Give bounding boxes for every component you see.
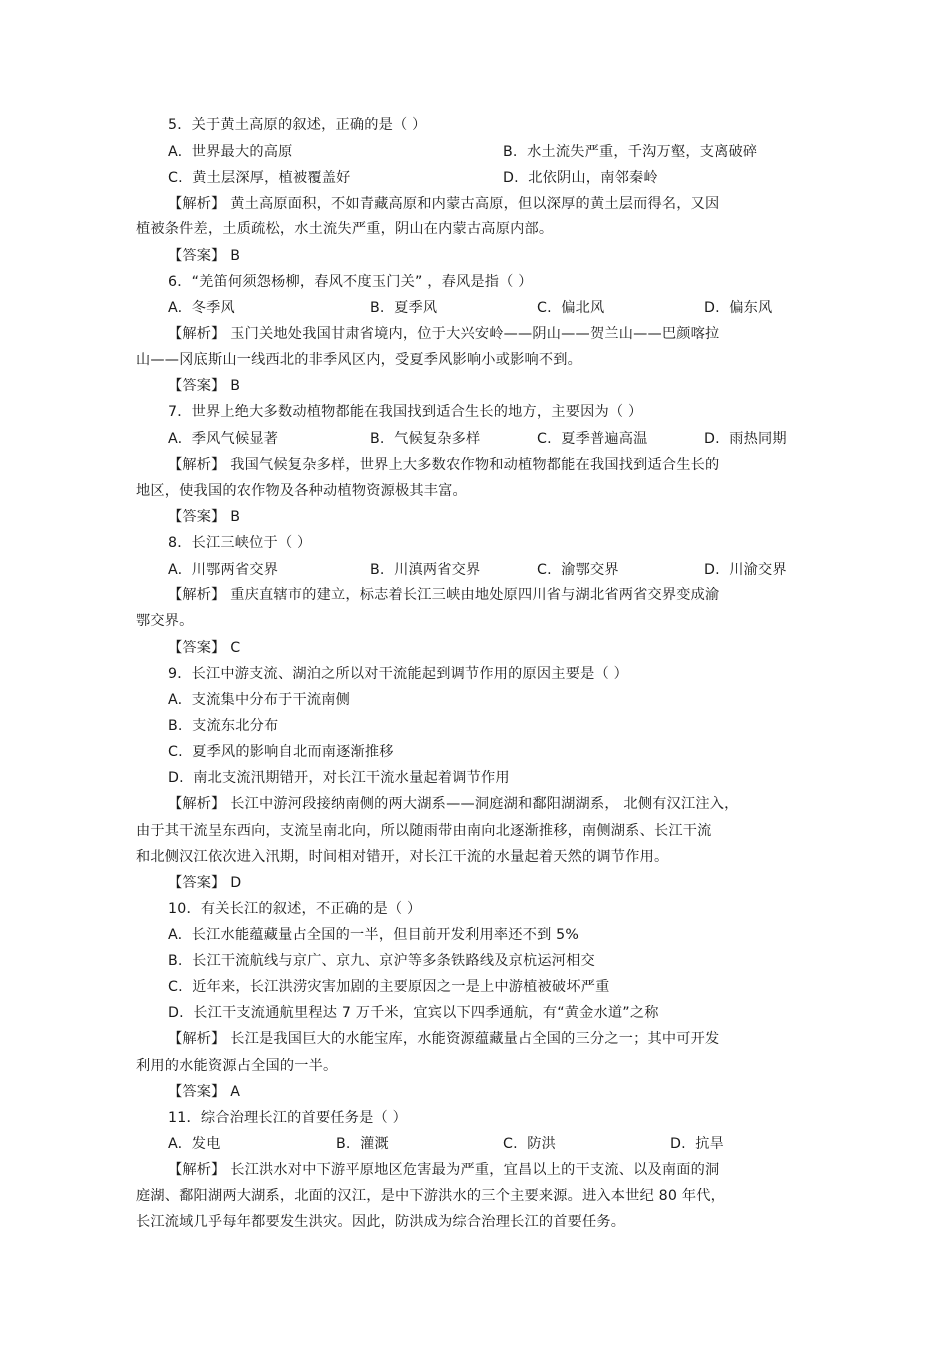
q8-option-c: C. 渝鄂交界 [537, 562, 619, 578]
q7-option-d: D. 雨热同期 [704, 431, 787, 447]
q10-option-d: D. 长江干支流通航里程达 7 万千米，宜宾以下四季通航，有“黄金水道”之称 [168, 1005, 659, 1021]
q6-stem: 6．“羌笛何须怨杨柳，春风不度玉门关” ，春风是指（ ） [168, 274, 533, 290]
q8-option-d: D. 川渝交界 [704, 562, 787, 578]
q8-option-b: B. 川滇两省交界 [370, 562, 481, 578]
q9-analysis-line-3: 和北侧汉江依次进入汛期，时间相对错开，对长江干流的水量起着天然的调节作用。 [136, 849, 669, 865]
q5-option-d: D. 北依阴山，南邻秦岭 [503, 170, 658, 186]
q5-analysis-line-2: 植被条件差，土质疏松，水土流失严重，阴山在内蒙古高原内部。 [136, 221, 554, 237]
q11-analysis-line-2: 庭湖、鄱阳湖两大湖系，北面的汉江，是中下游洪水的三个主要来源。进入本世纪 80 年代， [136, 1188, 725, 1204]
q9-stem: 9．长江中游支流、湖泊之所以对干流能起到调节作用的原因主要是（ ） [168, 666, 628, 682]
q6-option-a: A. 冬季风 [168, 300, 235, 316]
q9-option-c: C. 夏季风的影响自北而南逐渐推移 [168, 744, 394, 760]
q9-option-b: B. 支流东北分布 [168, 718, 279, 734]
q10-answer: 【答案】 A [168, 1084, 241, 1100]
q7-option-c: C. 夏季普遍高温 [537, 431, 648, 447]
q7-option-a: A. 季风气候显著 [168, 431, 279, 447]
q10-option-a: A. 长江水能蕴藏量占全国的一半，但目前开发利用率还不到 5% [168, 927, 580, 943]
q7-analysis-line-1: 【解析】 我国气候复杂多样，世界上大多数农作物和动植物都能在我国找到适合生长的 [168, 457, 720, 473]
q10-analysis-line-1: 【解析】 长江是我国巨大的水能宝库，水能资源蕴藏量占全国的三分之一；其中可开发 [168, 1031, 720, 1047]
q10-option-c: C. 近年来，长江洪涝灾害加剧的主要原因之一是上中游植被破坏严重 [168, 979, 610, 995]
q11-analysis-line-3: 长江流域几乎每年都要发生洪灾。因此，防洪成为综合治理长江的首要任务。 [136, 1214, 626, 1230]
q9-analysis-line-2: 由于其干流呈东西向，支流呈南北向，所以随雨带由南向北逐渐推移，南侧湖系、长江干流 [136, 823, 712, 839]
q6-analysis-line-2: 山——冈底斯山一线西北的非季风区内，受夏季风影响小或影响不到。 [136, 352, 583, 368]
q6-analysis-line-1: 【解析】 玉门关地处我国甘肃省境内，位于大兴安岭——阴山——贺兰山——巴颜喀拉 [168, 326, 720, 342]
q6-option-b: B. 夏季风 [370, 300, 438, 316]
q8-option-a: A. 川鄂两省交界 [168, 562, 279, 578]
q7-option-b: B. 气候复杂多样 [370, 431, 481, 447]
q10-analysis-line-2: 利用的水能资源占全国的一半。 [136, 1058, 338, 1074]
q11-analysis-line-1: 【解析】 长江洪水对中下游平原地区危害最为严重，宜昌以上的干支流、以及南面的洞 [168, 1162, 720, 1178]
q11-option-d: D. 抗旱 [670, 1136, 725, 1152]
q7-analysis-line-2: 地区，使我国的农作物及各种动植物资源极其丰富。 [136, 483, 467, 499]
q10-stem: 10．有关长江的叙述，不正确的是（ ） [168, 901, 422, 917]
q11-stem: 11．综合治理长江的首要任务是（ ） [168, 1110, 407, 1126]
q5-option-a: A. 世界最大的高原 [168, 144, 293, 160]
q11-option-a: A. 发电 [168, 1136, 221, 1152]
q6-option-c: C. 偏北风 [537, 300, 605, 316]
q9-answer: 【答案】 D [168, 875, 242, 891]
q9-option-a: A. 支流集中分布于干流南侧 [168, 692, 351, 708]
q8-analysis-line-2: 鄂交界。 [136, 613, 194, 629]
q5-analysis-line-1: 【解析】 黄土高原面积，不如青藏高原和内蒙古高原，但以深厚的黄土层而得名，又因 [168, 196, 720, 212]
q11-option-b: B. 灌溉 [336, 1136, 389, 1152]
q5-option-b: B. 水土流失严重，千沟万壑，支离破碎 [503, 144, 758, 160]
q5-answer: 【答案】 B [168, 248, 241, 264]
q10-option-b: B. 长江干流航线与京广、京九、京沪等多条铁路线及京杭运河相交 [168, 953, 595, 969]
q8-analysis-line-1: 【解析】 重庆直辖市的建立，标志着长江三峡由地处原四川省与湖北省两省交界变成渝 [168, 587, 720, 603]
q8-stem: 8．长江三峡位于（ ） [168, 535, 312, 551]
q9-analysis-line-1: 【解析】 长江中游河段接纳南侧的两大湖系——洞庭湖和鄱阳湖湖系， 北侧有汉江注入， [168, 796, 739, 812]
q8-answer: 【答案】 C [168, 640, 241, 656]
q7-answer: 【答案】 B [168, 509, 241, 525]
q5-option-c: C. 黄土层深厚，植被覆盖好 [168, 170, 351, 186]
q5-stem: 5．关于黄土高原的叙述，正确的是（ ） [168, 117, 427, 133]
q6-answer: 【答案】 B [168, 378, 241, 394]
q9-option-d: D. 南北支流汛期错开，对长江干流水量起着调节作用 [168, 770, 510, 786]
q7-stem: 7．世界上绝大多数动植物都能在我国找到适合生长的地方，主要因为（ ） [168, 404, 643, 420]
q6-option-d: D. 偏东风 [704, 300, 773, 316]
q11-option-c: C. 防洪 [503, 1136, 557, 1152]
